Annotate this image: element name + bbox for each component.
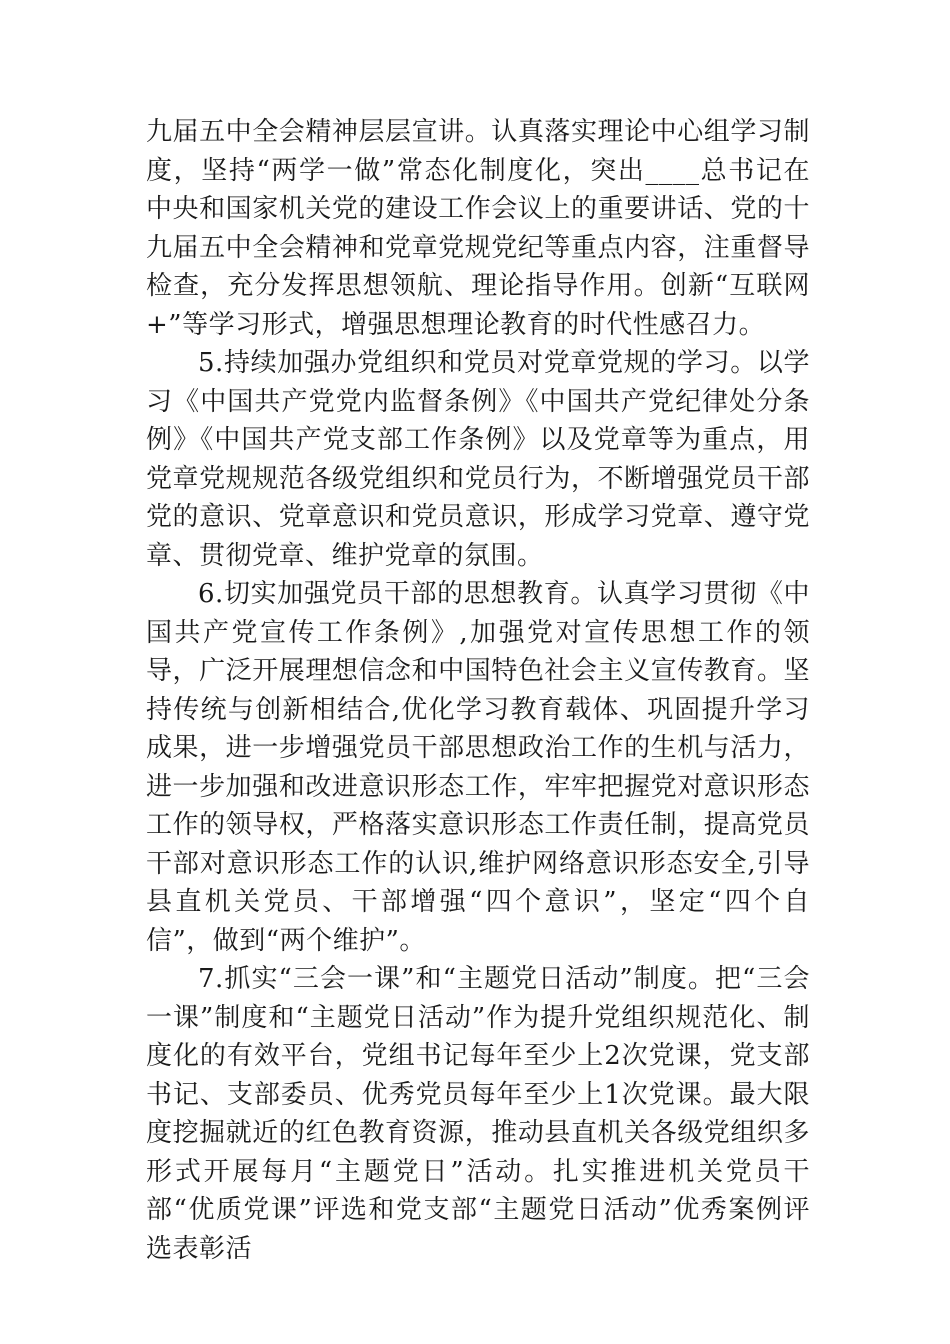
paragraph-item-6: 6.切实加强党员干部的思想教育。认真学习贯彻《中国共产党宣传工作条例》,加强党对宣传思想工作的领导，广泛开展理想信念和中国特色社会主义宣传教育。坚持传统与创新相结合,优化学习教育载体、巩固提升学习成果，进一步增强党员干部思想政治工作的生机与活力，进一步加强和改进意识形态工作，牢牢把握党对意识形态工作的领导权，严格落实意识形态工作责任制，提高党员干部对意识形态工作的认识,维护网络意识形态安全,引导县直机关党员、干部增强“四个意识”，坚定“四个自信”，做到“两个维护”。 [146,579,810,956]
paragraph-item-5: 5.持续加强办党组织和党员对党章党规的学习。以学习《中国共产党党内监督条例》《中国共产党纪律处分条例》《中国共产党支部工作条例》以及党章等为重点，用党章党规规范各级党组织和党员行为，不断增强党员干部党的意识、党章意识和党员意识，形成学习党章、遵守党章、贯彻党章、维护党章的氛围。 [146,348,810,571]
paragraph-continuation: 九届五中全会精神层层宣讲。认真落实理论中心组学习制度，坚持“两学一做”常态化制度化，突出____总书记在中央和国家机关党的建设工作会议上的重要讲话、党的十九届五中全会精神和党章党规党纪等重点内容，注重督导检查，充分发挥思想领航、理论指导作用。创新“互联网+”等学习形式，增强思想理论教育的时代性感召力。 [146,117,810,340]
document-body [146,113,810,1268]
paragraph-item-7: 7.抓实“三会一课”和“主题党日活动”制度。把“三会一课”制度和“主题党日活动”作为提升党组织规范化、制度化的有效平台，党组书记每年至少上2次党课，党支部书记、支部委员、优秀党员每年至少上1次党课。最大限度挖掘就近的红色教育资源，推动县直机关各级党组织多形式开展每月“主题党日”活动。扎实推进机关党员干部“优质党课”评选和党支部“主题党日活动”优秀案例评选表彰活 [146,964,810,1264]
